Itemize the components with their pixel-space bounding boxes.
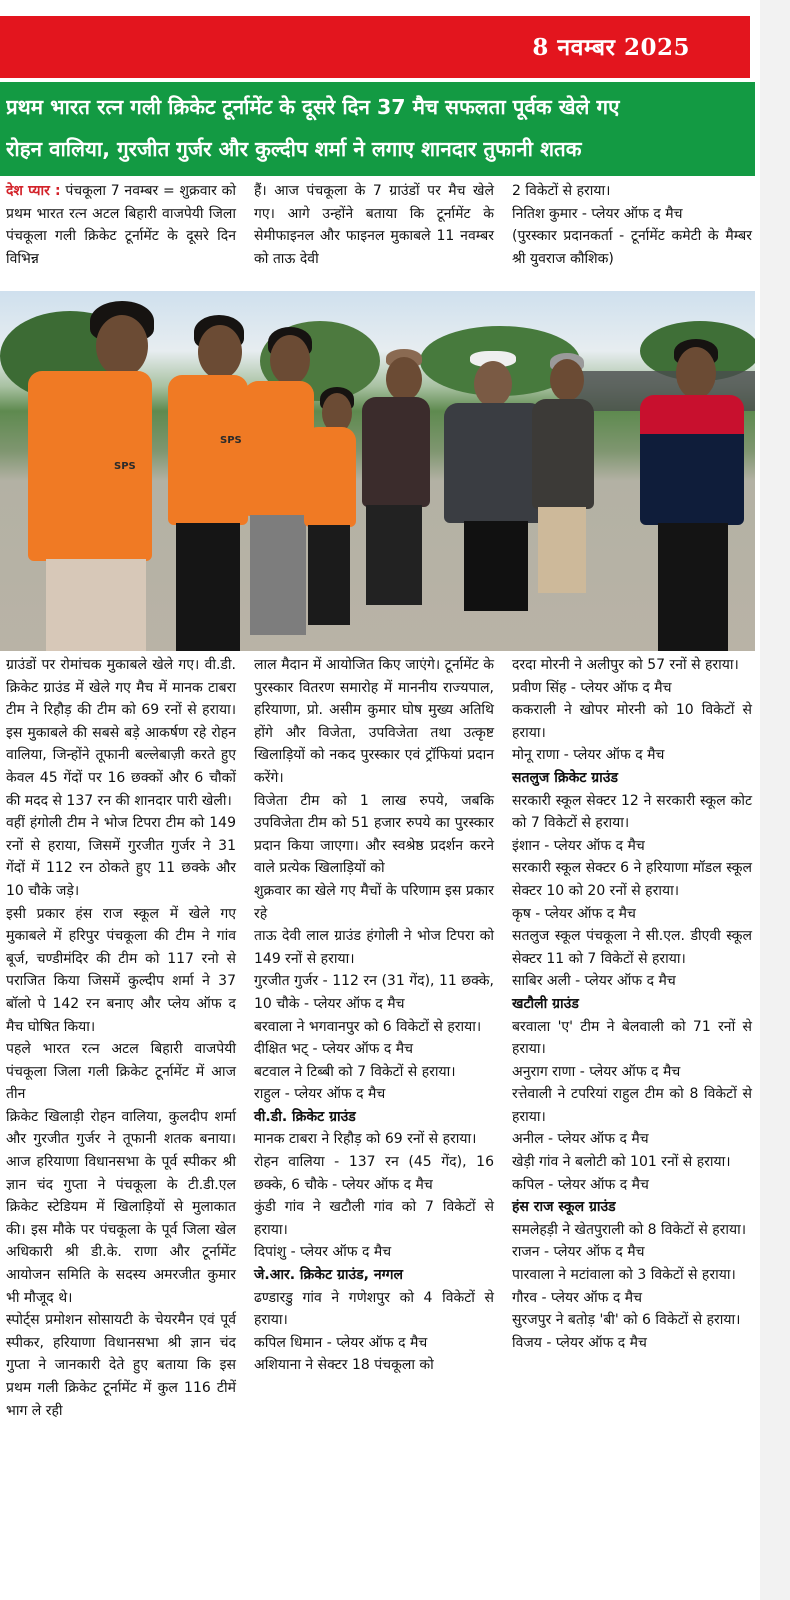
result-line: पारवाला ने मटांवाला को 3 विकेटों से हराया। <box>512 1267 736 1284</box>
result-line: साबिर अली - प्लेयर ऑफ द मैच <box>512 973 676 990</box>
paragraph: स्पोर्ट्स प्रमोशन सोसायटी के चेयरमैन एवं पूर्व स्पीकर, हरियाणा विधानसभा श्री ज्ञान चंद गुप्ता ने जानकारी देते हुए बताया कि इस प्रथम गली क्रिकेट टूर्नामेंट में कुल 116 टीमें भाग ले रही <box>6 1312 236 1419</box>
headline-banner <box>0 82 755 176</box>
headline-line-2: रोहन वालिया, गुरजीत गुर्जर और कुल्दीप शर्मा ने लगाए शानदार तुफानी शतक <box>6 137 582 161</box>
top-column-3 <box>512 180 752 270</box>
photo-player <box>300 387 360 627</box>
result-line: दीक्षित भट् - प्लेयर ऑफ द मैच <box>254 1041 414 1058</box>
ground-heading: जे.आर. क्रिकेट ग्राउंड, नग्गल <box>254 1267 403 1284</box>
result-line: ढण्डारडु गांव ने गणेशपुर को 4 विकेटों से हराया। <box>254 1289 494 1329</box>
paragraph: वहीं हंगोली टीम ने भोज टिपरा टीम को 149 रनों से हराया, जिसमें गुरजीत गुर्जर ने 31 गेंदों में 112 रन ठोकते हुए 11 छक्के और 10 चौके जड़े। <box>6 815 236 899</box>
paragraph: ग्राउंडों पर रोमांचक मुकाबले खेले गए। वी.डी. क्रिकेट ग्राउंड में खेले गए मैच में मानक टाबरा टीम ने रिहौड़ की टीम को 69 रनों से हराया। इस मुकाबले की सबसे बड़े आकर्षण रहे रोहन वालिया, जिन्होंने तूफानी बल्लेबाज़ी करते हुए केवल 45 गेंदों पर 16 छक्कों और 6 चौकों की मदद से 137 रन की शानदार पारी खेली। <box>6 657 236 809</box>
result-line: कुंडी गांव ने खटौली गांव को 7 विकेटों से हराया। <box>254 1199 494 1238</box>
result-line: बटवाल ने टिब्बी को 7 विकेटों से हराया। <box>254 1063 456 1080</box>
dateline: देश प्यार : <box>6 183 61 199</box>
top-col3-line: नितिश कुमार - प्लेयर ऑफ द मैच <box>512 205 683 222</box>
result-line: कपिल धिमान - प्लेयर ऑफ द मैच <box>254 1334 428 1351</box>
top-column-2 <box>254 180 494 270</box>
result-line: खेड़ी गांव ने बलोटी को 101 रनों से हराया। <box>512 1154 731 1171</box>
photo-person <box>636 339 746 651</box>
result-line: मोनू राणा - प्लेयर ऑफ द मैच <box>512 747 665 764</box>
ground-heading: खटौली ग्राउंड <box>512 995 579 1012</box>
paragraph: पहले भारत रत्न अटल बिहारी वाजपेयी पंचकूला जिला गली क्रिकेट टूर्नामेंट में आज तीन <box>6 1041 236 1103</box>
top-col1-text: पंचकूला 7 नवम्बर = शुक्रवार को प्रथम भारत रत्न अटल बिहारी वाजपेयी जिला पंचकूला गली क्रिकेट टूर्नामेंट के दूसरे दिन विभिन्न <box>6 183 236 267</box>
result-line: सुरजपुर ने बतोड़ 'बी' को 6 विकेटों से हराया। <box>512 1312 741 1329</box>
ground-heading: वी.डी. क्रिकेट ग्राउंड <box>254 1108 356 1125</box>
result-line: मानक टाबरा ने रिहौड़ को 69 रनों से हराया। <box>254 1131 477 1148</box>
result-line: गौरव - प्लेयर ऑफ द मैच <box>512 1289 643 1306</box>
result-line: इंशान - प्लेयर ऑफ द मैच <box>512 837 645 854</box>
top-column-1 <box>6 180 236 270</box>
result-line: सरकारी स्कूल सेक्टर 12 ने सरकारी स्कूल कोट को 7 विकेटों से हराया। <box>512 792 752 832</box>
result-line: दिपांशु - प्लेयर ऑफ द मैच <box>254 1244 392 1261</box>
result-line: कृष - प्लेयर ऑफ द मैच <box>512 905 636 922</box>
ground-heading: सतलुज क्रिकेट ग्राउंड <box>512 769 618 786</box>
result-line: प्रवीण सिंह - प्लेयर ऑफ द मैच <box>512 679 672 696</box>
result-line: ककराली ने खोपर मोरनी को 10 विकेटों से हराया। <box>512 702 752 741</box>
paragraph: इसी प्रकार हंस राज स्कूल में खेले गए मुकाबले में हरिपुर पंचकूला की टीम ने गांव बूर्ज, चण्डीमंदिर की टीम को 117 रनो से पराजित किया जिसमें कुल्दीप शर्मा ने 37 बॉलो पे 142 रन बनाए और प्लेय ऑफ द मैच घोषित किया। <box>6 905 236 1035</box>
photo-player <box>162 315 252 651</box>
top-col2-text: हैं। आज पंचकूला के 7 ग्राउंडों पर मैच खेले गए। आगे उन्होंने बताया कि टूर्नामेंट के सेमीफाइनल और फाइनल मुकाबले 11 नवम्बर को ताऊ देवी <box>254 183 494 267</box>
photo-person <box>356 349 436 609</box>
jersey-text: SPS <box>220 435 242 446</box>
result-line: अनील - प्लेयर ऑफ द मैच <box>512 1131 649 1148</box>
paragraph: लाल मैदान में आयोजित किए जाएंगे। टूर्नामेंट के पुरस्कार वितरण समारोह में माननीय राज्यपाल, हरियाणा, प्रो. असीम कुमार घोष मुख्य अतिथि होंगे और विजेता, उपविजेता तथा उत्कृष्ट खिलाड़ियों को नकद पुरस्कार एवं ट्रॉफियां प्रदान करेंगे। <box>254 657 494 786</box>
result-line: विजय - प्लेयर ऑफ द मैच <box>512 1334 647 1351</box>
bottom-column-2 <box>254 654 494 1377</box>
result-line: रत्तेवाली ने टपरियां राहुल टीम को 8 विकेटों से हराया। <box>512 1086 752 1125</box>
publication-date: 8 नवम्बर 2025 <box>532 34 690 61</box>
photo-person <box>528 353 598 593</box>
result-line: दरदा मोरनी ने अलीपुर को 57 रनों से हराया। <box>512 657 739 673</box>
paragraph: क्रिकेट खिलाड़ी रोहन वालिया, कुलदीप शर्मा और गुरजीत गुर्जर ने तूफानी शतक बनाया। आज हरियाणा विधानसभा के पूर्व स्पीकर श्री ज्ञान चंद गुप्ता ने पंचकूला के टी.डी.एल क्रिकेट स्टेडियम में खिलाड़ियों से मुलाकात की। इस मौके पर पंचकूला के पूर्व जिला खेल अधिकारी श्री डी.के. राणा और टूर्नामेंट आयोजन समिति के सदस्य अमरजीत कुमार भी मौजूद थे। <box>6 1108 236 1306</box>
result-line: सतलुज स्कूल पंचकूला ने सी.एल. डीएवी स्कूल सेक्टर 11 को 7 विकेटों से हराया। <box>512 928 752 967</box>
result-line: अनुराग राणा - प्लेयर ऑफ द मैच <box>512 1063 681 1080</box>
paragraph: शुक्रवार का खेले गए मैचों के परिणाम इस प्रकार रहे <box>254 882 494 922</box>
result-line: बरवाला 'ए' टीम ने बेलवाली को 71 रनों से हराया। <box>512 1018 752 1058</box>
bottom-column-3 <box>512 654 752 1354</box>
jersey-text: SPS <box>114 461 136 472</box>
news-photo <box>0 291 755 651</box>
result-line: रोहन वालिया - 137 रन (45 गेंद), 16 छक्के, 6 चौके - प्लेयर ऑफ द मैच <box>254 1154 494 1193</box>
result-line: सरकारी स्कूल सेक्टर 6 ने हरियाणा मॉडल स्कूल सेक्टर 10 को 20 रनों से हराया। <box>512 860 752 899</box>
ground-heading: हंस राज स्कूल ग्राउंड <box>512 1199 616 1216</box>
top-col3-line: 2 विकेटों से हराया। <box>512 183 611 199</box>
result-line: राहुल - प्लेयर ऑफ द मैच <box>254 1086 386 1103</box>
result-line: राजन - प्लेयर ऑफ द मैच <box>512 1244 645 1261</box>
date-banner <box>0 16 750 78</box>
result-line: बरवाला ने भगवानपुर को 6 विकेटों से हराया। <box>254 1018 482 1035</box>
result-line: ताऊ देवी लाल ग्राउंड हंगोली ने भोज टिपरा को 149 रनों से हराया। <box>254 928 494 967</box>
bottom-column-1 <box>6 654 236 1422</box>
paragraph: विजेता टीम को 1 लाख रुपये, जबकि उपविजेता टीम को 51 हजार रुपये का पुरस्कार प्रदान किया जाएगा। और स्वश्रेष्ठ प्रदर्शन करने वाले प्रत्येक खिलाड़ियों को <box>254 792 494 877</box>
photo-player <box>10 301 160 651</box>
headline-line-1: प्रथम भारत रत्न गली क्रिकेट टूर्नामेंट के दूसरे दिन 37 मैच सफलता पूर्वक खेले गए <box>6 95 620 119</box>
top-col3-line: (पुरस्कार प्रदानकर्ता - टूर्नामेंट कमेटी के मैम्बर श्री युवराज कौशिक) <box>512 228 752 267</box>
result-line: समलेहड़ी ने खेतपुराली को 8 विकेटों से हराया। <box>512 1221 747 1238</box>
result-line: कपिल - प्लेयर ऑफ द मैच <box>512 1176 649 1193</box>
result-line: गुरजीत गुर्जर - 112 रन (31 गेंद), 11 छक्के, 10 चौके - प्लेयर ऑफ द मैच <box>254 973 494 1012</box>
result-line: अशियाना ने सेक्टर 18 पंचकूला को <box>254 1357 434 1374</box>
